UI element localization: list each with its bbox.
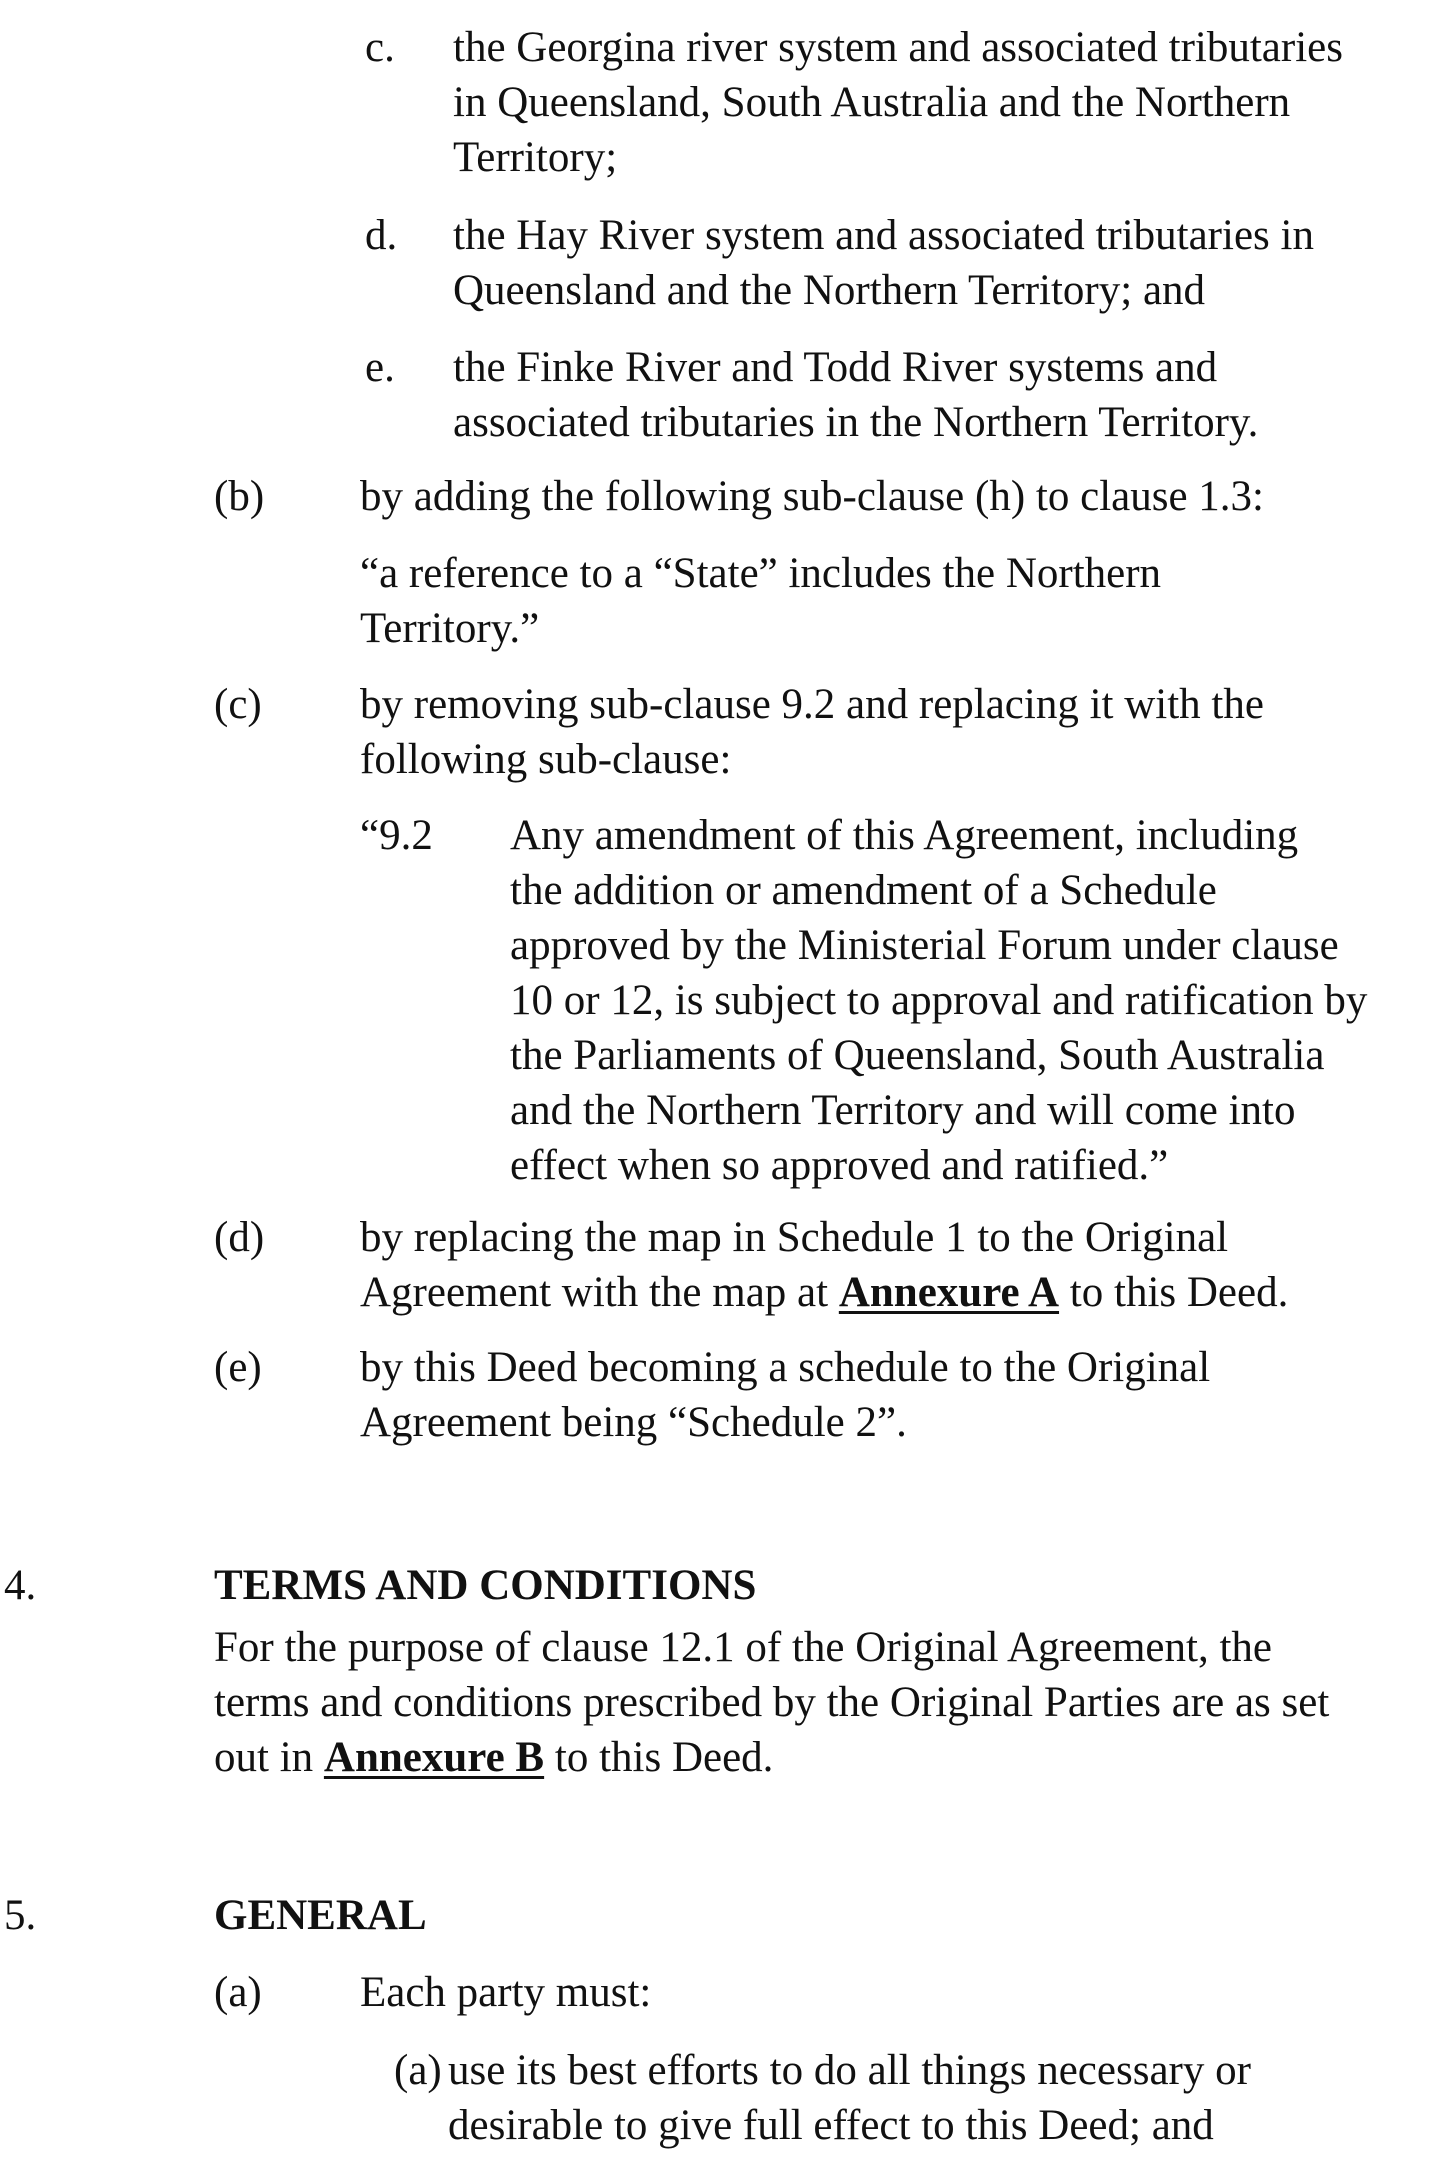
clause-label: (b): [214, 473, 265, 520]
text-line: and the Northern Territory and will come into: [510, 1087, 1296, 1134]
subclause-label: “9.2: [360, 812, 433, 859]
clause-label: (a): [214, 1969, 262, 2016]
text-line: effect when so approved and ratified.”: [510, 1142, 1169, 1189]
sub-item-text: [453, 208, 1314, 318]
text-line: by replacing the map in Schedule 1 to the Original: [360, 1214, 1229, 1261]
text-line: the Parliaments of Queensland, South Australia: [510, 1032, 1325, 1079]
text-line: Agreement being “Schedule 2”.: [360, 1399, 907, 1446]
text-line: Each party must:: [360, 1969, 652, 2016]
subclause-text: [510, 808, 1367, 1193]
text-line: 10 or 12, is subject to approval and ratification by: [510, 977, 1368, 1024]
clause-text: [360, 1340, 1210, 1450]
text-line: the addition or amendment of a Schedule: [510, 867, 1217, 914]
clause-label: (d): [214, 1214, 265, 1261]
text-line: by removing sub-clause 9.2 and replacing it with the: [360, 681, 1264, 728]
sub-item-label: c.: [365, 24, 395, 71]
text-line: [360, 1265, 1288, 1320]
sub-item-text: [453, 340, 1258, 450]
sub-clause-label: (a): [394, 2047, 442, 2094]
text-line: terms and conditions prescribed by the Original Parties are as set: [214, 1679, 1330, 1726]
clause-text: [360, 1210, 1288, 1320]
clause-text: [360, 1965, 651, 2020]
clause-text: [360, 469, 1264, 524]
text-line: by adding the following sub-clause (h) to clause 1.3:: [360, 473, 1264, 520]
text-line: desirable to give full effect to this Deed; and: [448, 2102, 1214, 2149]
clause-text: [360, 677, 1264, 787]
text-line: Territory;: [453, 134, 618, 181]
text-line: the Finke River and Todd River systems and: [453, 344, 1218, 391]
text-line: “a reference to a “State” includes the Northern: [360, 550, 1162, 597]
text-line: use its best efforts to do all things necessary or: [448, 2047, 1251, 2094]
text-line: approved by the Ministerial Forum under clause: [510, 922, 1339, 969]
sub-item-text: [453, 20, 1343, 185]
section-number: 5.: [4, 1892, 37, 1939]
sub-item-label: e.: [365, 344, 395, 391]
text-line: Any amendment of this Agreement, including: [510, 812, 1299, 859]
text-line: Territory.”: [360, 605, 540, 652]
sub-clause-text: [448, 2043, 1251, 2153]
text-run: to this Deed.: [544, 1734, 774, 1781]
text-line: For the purpose of clause 12.1 of the Original Agreement, the: [214, 1624, 1272, 1671]
text-line: [214, 1730, 1329, 1785]
text-line: Queensland and the Northern Territory; and: [453, 267, 1206, 314]
text-run: out in: [214, 1734, 324, 1781]
section-body-text: [214, 1620, 1329, 1785]
text-line: by this Deed becoming a schedule to the Original: [360, 1344, 1211, 1391]
text-line: associated tributaries in the Northern Territory.: [453, 399, 1259, 446]
section-heading: TERMS AND CONDITIONS: [214, 1562, 757, 1609]
clause-label: (c): [214, 681, 262, 728]
clause-label: (e): [214, 1344, 262, 1391]
text-run: Agreement with the map at: [360, 1269, 839, 1316]
section-heading: GENERAL: [214, 1892, 427, 1939]
text-line: in Queensland, South Australia and the Northern: [453, 79, 1291, 126]
section-number: 4.: [4, 1562, 37, 1609]
annexure-a-reference: Annexure A: [838, 1269, 1060, 1316]
text-run: to this Deed.: [1059, 1269, 1289, 1316]
text-line: following sub-clause:: [360, 736, 732, 783]
text-line: the Hay River system and associated tributaries in: [453, 212, 1314, 259]
sub-item-label: d.: [365, 212, 398, 259]
annexure-b-reference: Annexure B: [323, 1734, 545, 1781]
quote-text: [360, 546, 1161, 656]
text-line: the Georgina river system and associated tributaries: [453, 24, 1343, 71]
